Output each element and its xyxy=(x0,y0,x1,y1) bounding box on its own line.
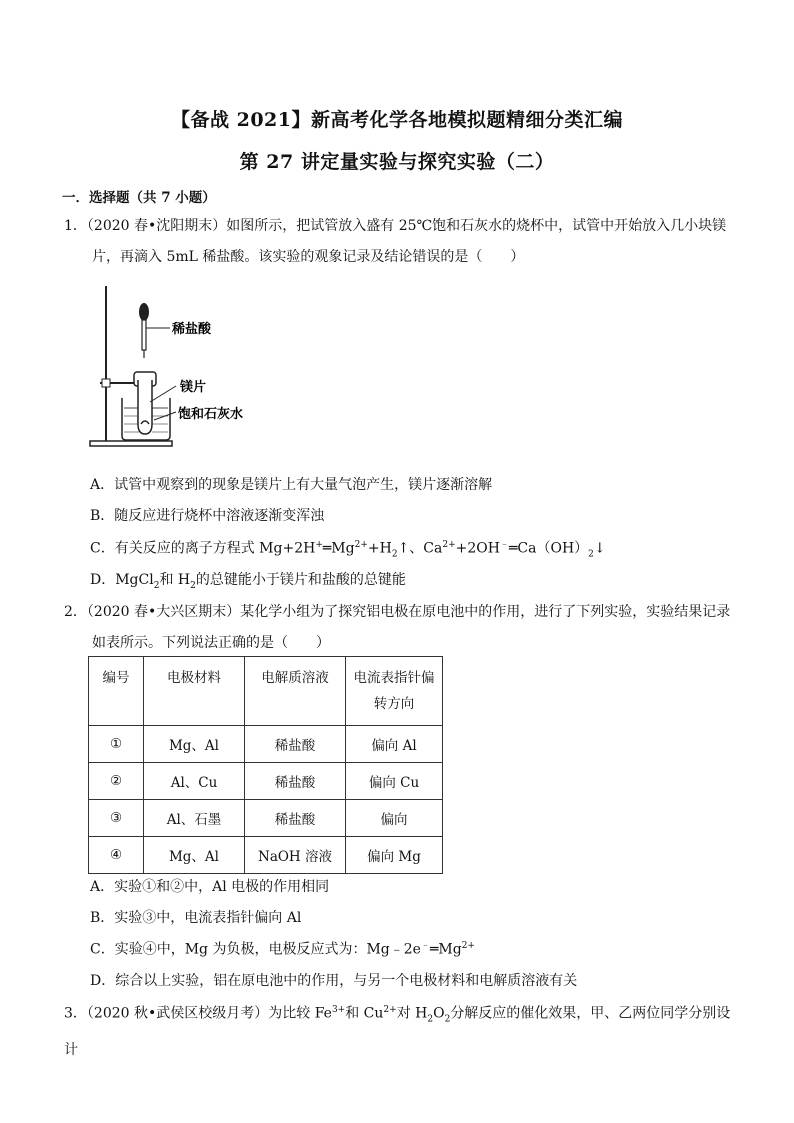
title-line-2: 第 27 讲定量实验与探究实验（二） xyxy=(239,151,555,173)
table-header-row xyxy=(89,657,443,726)
cell: Mg、Al xyxy=(144,837,245,874)
question-2-line-1: 2．（2020 春•大兴区期末）某化学小组为了探究铝电极在原电池中的作用，进行了下列实验，实验结果记录 xyxy=(64,604,731,620)
cell: ① xyxy=(89,726,144,763)
section-heading: 一．选择题（共 7 小题） xyxy=(62,190,216,206)
q2-option-b: B．实验③中，电流表指针偏向 Al xyxy=(90,910,302,926)
table-row xyxy=(89,837,443,874)
q1-option-d: D．MgCl$_2$和 $H_2$的总键能小于镁片和盐酸的总键能 xyxy=(90,572,406,591)
cell: 稀盐酸 xyxy=(245,763,346,800)
cell: 稀盐酸 xyxy=(245,726,346,763)
cell: ④ xyxy=(89,837,144,874)
question-2-line-2: 如表所示。下列说法正确的是（ ） xyxy=(92,635,330,651)
header-number: 编号 xyxy=(89,657,144,726)
cell: 偏向 Al xyxy=(346,726,443,763)
table-row xyxy=(89,800,443,837)
cell: NaOH 溶液 xyxy=(245,837,346,874)
cell: 偏向 Cu xyxy=(346,763,443,800)
question-1 xyxy=(64,211,734,273)
cell: ③ xyxy=(89,800,144,837)
table-row xyxy=(89,726,443,763)
q2-option-d: D．综合以上实验，铝在原电池中的作用，与另一个电极材料和电解质溶液有关 xyxy=(90,973,578,989)
question-1-line-2: 片，再滴入 5mL 稀盐酸。该实验的观象记录及结论错误的是（ ） xyxy=(92,249,525,265)
q1-option-a: A．试管中观察到的现象是镁片上有大量气泡产生，镁片逐渐溶解 xyxy=(90,477,493,493)
table-row xyxy=(89,763,443,800)
title-line-1: 【备战 2021】新高考化学各地模拟题精细分类汇编 xyxy=(171,109,623,131)
label-limewater: 饱和石灰水 xyxy=(178,407,244,422)
header-deflection: 电流表指针偏 转方向 xyxy=(346,657,443,726)
cell: Al、Cu xyxy=(144,763,245,800)
label-mg-strip: 镁片 xyxy=(180,380,207,395)
q2-option-c: C．实验④中，Mg 为负极，电极反应式为：$Mg﹣2e^﹣═Mg^{2+}$ xyxy=(90,941,475,958)
question-3 xyxy=(64,995,734,1066)
cell: ② xyxy=(89,763,144,800)
apparatus-diagram xyxy=(84,284,274,452)
cell: 稀盐酸 xyxy=(245,800,346,837)
question-2 xyxy=(64,597,734,659)
header-electrolyte: 电解质溶液 xyxy=(245,657,346,726)
q1-option-b: B．随反应进行烧杯中溶液逐渐变浑浊 xyxy=(90,508,325,524)
question-3-line-1: 3．（2020 秋•武侯区校级月考）为比较 $Fe^{3+}$和 $Cu^{2+}$对 $H_2O_2$分解反应的催化效果，甲、乙两位同学分别设计 xyxy=(64,1005,731,1059)
cell: Mg、Al xyxy=(144,726,245,763)
experiment-table xyxy=(88,656,443,874)
label-dilute-hcl: 稀盐酸 xyxy=(172,322,212,337)
cell: Al、石墨 xyxy=(144,800,245,837)
q2-option-a: A．实验①和②中，Al 电极的作用相同 xyxy=(90,879,330,895)
q1-option-c: C．有关反应的离子方程式 $Mg+2H^+═Mg^{2+}+H_2↑$、$Ca^{2+}+2OH^﹣═Ca(OH)_2↓$ xyxy=(90,540,606,560)
header-electrode: 电极材料 xyxy=(144,657,245,726)
cell: 偏向 xyxy=(346,800,443,837)
question-1-line-1: 1．（2020 春•沈阳期末）如图所示，把试管放入盛有 25℃饱和石灰水的烧杯中，试管中开始放入几小块镁 xyxy=(64,218,727,234)
cell: 偏向 Mg xyxy=(346,837,443,874)
